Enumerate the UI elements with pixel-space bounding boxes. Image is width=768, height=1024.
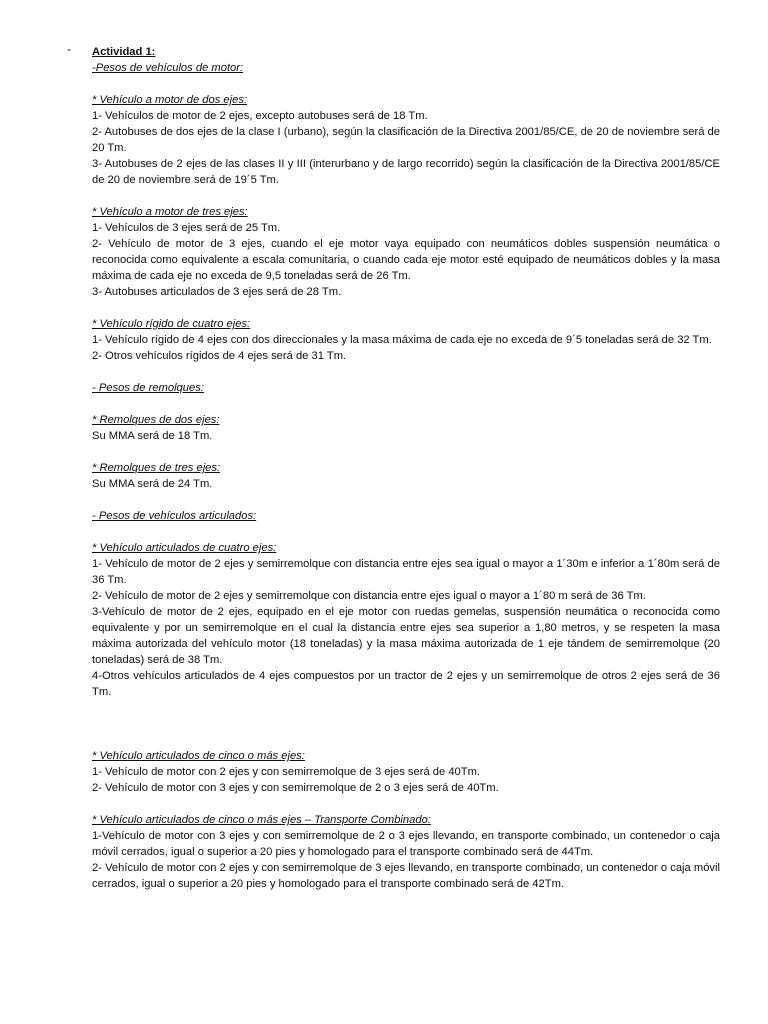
list-bullet: -: [67, 44, 71, 56]
section-heading: * Vehículo articulados de cinco o más ejes:: [92, 750, 305, 762]
content-blocks: [92, 60, 720, 892]
paragraph: Su MMA será de 18 Tm.: [92, 430, 213, 442]
spacer: [92, 492, 720, 508]
paragraph: 1- Vehículo de motor de 2 ejes y semirremolque con distancia entre ejes sea igual o mayor a 1´30m e inferior a 1´80m será de 36 Tm.: [92, 558, 720, 586]
spacer: [92, 524, 720, 540]
section-heading: -Pesos de vehículos de motor:: [92, 62, 244, 74]
section-heading: * Vehículo a motor de tres ejes:: [92, 206, 248, 218]
paragraph: 1- Vehículo rígido de 4 ejes con dos direccionales y la masa máxima de cada eje no exceda de 9´5 toneladas será de 32 Tm.: [92, 334, 712, 346]
paragraph: 2- Vehículo de motor de 2 ejes y semirremolque con distancia entre ejes igual o mayor a 1´80 m será de 36 Tm.: [92, 590, 646, 602]
section-heading: * Vehículo a motor de dos ejes:: [92, 94, 248, 106]
paragraph: 3- Autobuses de 2 ejes de las clases II y III (interurbano y de largo recorrido) según la clasificación de la Directiva 2001/85/CE de 20 de noviembre será de 19´5 Tm.: [92, 158, 720, 186]
paragraph: 2- Otros vehículos rígidos de 4 ejes será de 31 Tm.: [92, 350, 347, 362]
paragraph: 1-Vehículo de motor con 3 ejes y con semirremolque de 2 o 3 ejes llevando, en transporte combinado, un contenedor o caja móvil cerrados, igual o superior a 20 pies y homologado para el transporte combinado será de 44Tm.: [92, 830, 720, 858]
paragraph: 1- Vehículos de motor de 2 ejes, excepto autobuses será de 18 Tm.: [92, 110, 428, 122]
activity-title: Actividad 1:: [92, 46, 156, 58]
section-heading: * Remolques de dos ejes:: [92, 414, 220, 426]
section-heading: * Vehículo articulados de cinco o más ejes – Transporte Combinado:: [92, 814, 431, 826]
spacer: [92, 396, 720, 412]
spacer: [92, 444, 720, 460]
document-body: [92, 44, 720, 892]
paragraph: 2- Vehículo de motor con 3 ejes y con semirremolque de 2 o 3 ejes será de 40Tm.: [92, 782, 499, 794]
paragraph: 2- Vehículo de motor de 3 ejes, cuando el eje motor vaya equipado con neumáticos dobles suspensión neumática o reconocida como equivalente a escala comunitaria, o cuando cada eje motor esté equipado de neumáticos dobles y la masa máxima de cada eje no exceda de 9,5 toneladas será de 26 Tm.: [92, 238, 720, 282]
section-heading: * Vehículo articulados de cuatro ejes:: [92, 542, 277, 554]
spacer: [92, 364, 720, 380]
paragraph: 3-Vehículo de motor de 2 ejes, equipado en el eje motor con ruedas gemelas, suspensión neumática o reconocida como equivalente y por un semirremolque en el cual la distancia entre ejes sea superior a 1,80 metros, y se respeten la masa máxima autorizada del vehículo motor (18 toneladas) y la masa máxima autorizada de 1 eje tándem de semirremolque (20 toneladas) será de 38 Tm.: [92, 606, 720, 666]
section-heading: * Remolques de tres ejes:: [92, 462, 221, 474]
paragraph: 4-Otros vehículos articulados de 4 ejes compuestos por un tractor de 2 ejes y un semirremolque de otros 2 ejes será de 36 Tm.: [92, 670, 720, 698]
paragraph: 2- Autobuses de dos ejes de la clase I (urbano), según la clasificación de la Directiva 2001/85/CE, de 20 de noviembre será de 20 Tm.: [92, 126, 720, 154]
spacer: [92, 796, 720, 812]
paragraph: Su MMA será de 24 Tm.: [92, 478, 213, 490]
section-heading: - Pesos de vehículos articulados:: [92, 510, 257, 522]
paragraph: 1- Vehículo de motor con 2 ejes y con semirremolque de 3 ejes será de 40Tm.: [92, 766, 481, 778]
paragraph: 1- Vehículos de 3 ejes será de 25 Tm.: [92, 222, 281, 234]
spacer: [92, 76, 720, 92]
spacer: [92, 300, 720, 316]
paragraph: 3- Autobuses articulados de 3 ejes será de 28 Tm.: [92, 286, 342, 298]
spacer: [92, 700, 720, 748]
section-heading: * Vehículo rígido de cuatro ejes:: [92, 318, 251, 330]
spacer: [92, 188, 720, 204]
paragraph: 2- Vehículo de motor con 2 ejes y con semirremolque de 3 ejes llevando, en transporte combinado, un contenedor o caja móvil cerrados, igual o superior a 20 pies y homologado para el transporte combinado será de 42Tm.: [92, 862, 720, 890]
section-heading: - Pesos de remolques:: [92, 382, 204, 394]
